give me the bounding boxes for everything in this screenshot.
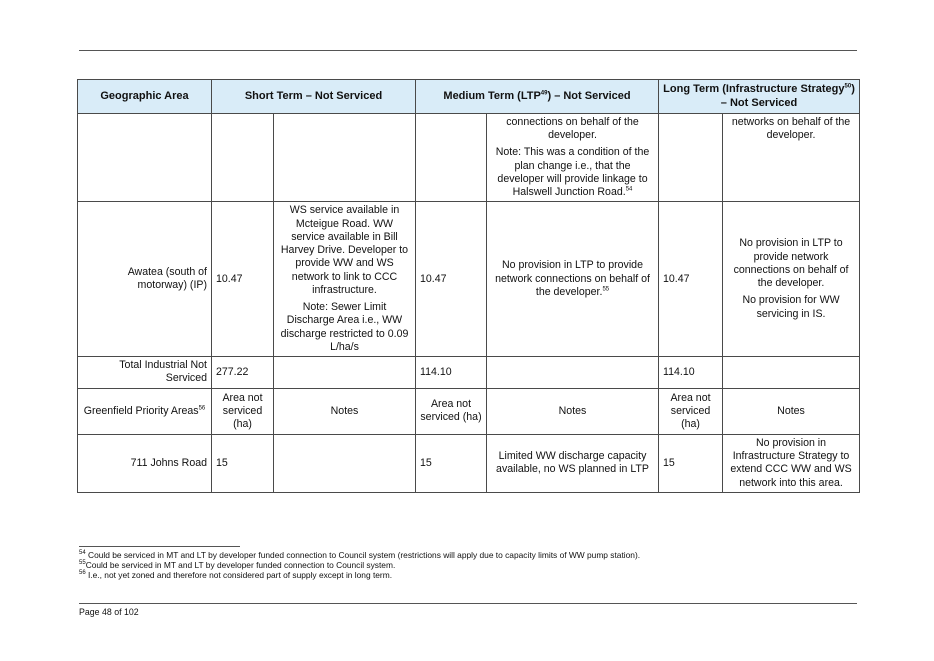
- cell-empty: [274, 356, 416, 388]
- cell-medium-note: [487, 114, 659, 202]
- table-row: [78, 356, 860, 388]
- cell-long-note: No provision in Infrastructure Strategy to extend CCC WW and WS network into this area.: [723, 434, 860, 492]
- cell-empty: [659, 114, 723, 202]
- cell-medium-value: 10.47: [416, 202, 487, 357]
- cell-empty: [274, 114, 416, 202]
- footer-rule: [79, 603, 857, 604]
- servicing-table: [77, 79, 860, 493]
- note-text: No provision in LTP to provide network connections on behalf of the developer.: [733, 237, 849, 290]
- note-text: WS service available in Mcteigue Road. WW service available in Bill Harvey Drive. Developer to provide WW and WS network to link to CCC infrastructure.: [280, 204, 409, 296]
- cell-area: Awatea (south of motorway) (IP): [78, 202, 212, 357]
- cell-notes-label: Notes: [723, 388, 860, 434]
- cell-empty: [78, 114, 212, 202]
- note-text: No provision for WW servicing in IS.: [742, 294, 840, 320]
- cell-medium-value: 15: [416, 434, 487, 492]
- cell-long-value: 15: [659, 434, 723, 492]
- table-row: [78, 202, 860, 357]
- header-short-term: Short Term – Not Serviced: [212, 80, 416, 114]
- header-medium-term: Medium Term (LTP$^{49}$) – Not Serviced: [416, 80, 659, 114]
- cell-greenfield-label: Greenfield Priority Areas$^{56}$: [78, 388, 212, 434]
- cell-area-not-serviced: Area not serviced (ha): [212, 388, 274, 434]
- cell-notes-label: Notes: [487, 388, 659, 434]
- cell-short-value: 15: [212, 434, 274, 492]
- table-row: [78, 114, 860, 202]
- cell-long-note: networks on behalf of the developer.: [723, 114, 860, 202]
- table-row: [78, 434, 860, 492]
- table-subheader-row: [78, 388, 860, 434]
- header-long-term: Long Term (Infrastructure Strategy$^{50}$) – Not Serviced: [659, 80, 860, 114]
- cell-area: 711 Johns Road: [78, 434, 212, 492]
- note-text: connections on behalf of the developer.: [506, 116, 639, 142]
- footnote: $^{54}$ Could be serviced in MT and LT by developer funded connection to Council system (restrictions will apply due to capacity limits of WW pump station).: [79, 550, 641, 560]
- header-rule: [79, 50, 857, 51]
- footnote-rule: [79, 546, 240, 547]
- cell-long-value: 114.10: [659, 356, 723, 388]
- cell-empty: [487, 356, 659, 388]
- cell-medium-value: 114.10: [416, 356, 487, 388]
- cell-notes-label: Notes: [274, 388, 416, 434]
- footnotes: [79, 550, 859, 580]
- cell-empty: [416, 114, 487, 202]
- cell-short-note: [274, 202, 416, 357]
- page-number: Page 48 of 102: [79, 607, 139, 617]
- cell-medium-note: Limited WW discharge capacity available, no WS planned in LTP: [487, 434, 659, 492]
- cell-area-not-serviced: Area not serviced (ha): [659, 388, 723, 434]
- header-geographic-area: Geographic Area: [78, 80, 212, 114]
- cell-short-value: 10.47: [212, 202, 274, 357]
- cell-empty: [723, 356, 860, 388]
- note-text: Note: Sewer Limit Discharge Area i.e., WW discharge restricted to 0.09 L/ha/s: [280, 301, 409, 353]
- cell-empty: [274, 434, 416, 492]
- cell-empty: [212, 114, 274, 202]
- note-text: Note: This was a condition of the plan change i.e., that the developer will provide linkage to Halswell Junction Road.$^{54}$: [495, 146, 650, 199]
- table-header-row: [78, 80, 860, 114]
- cell-medium-note: No provision in LTP to provide network connections on behalf of the developer.$^{55}$: [487, 202, 659, 357]
- footnote: $^{56}$ I.e., not yet zoned and therefore not considered part of supply except in long term.: [79, 570, 393, 581]
- footnote: $^{55}$Could be serviced in MT and LT by developer funded connection to Council system.: [79, 560, 396, 571]
- cell-area-not-serviced: Area not serviced (ha): [416, 388, 487, 434]
- cell-long-value: 10.47: [659, 202, 723, 357]
- cell-total-label: Total Industrial Not Serviced: [78, 356, 212, 388]
- cell-short-value: 277.22: [212, 356, 274, 388]
- cell-long-note: [723, 202, 860, 357]
